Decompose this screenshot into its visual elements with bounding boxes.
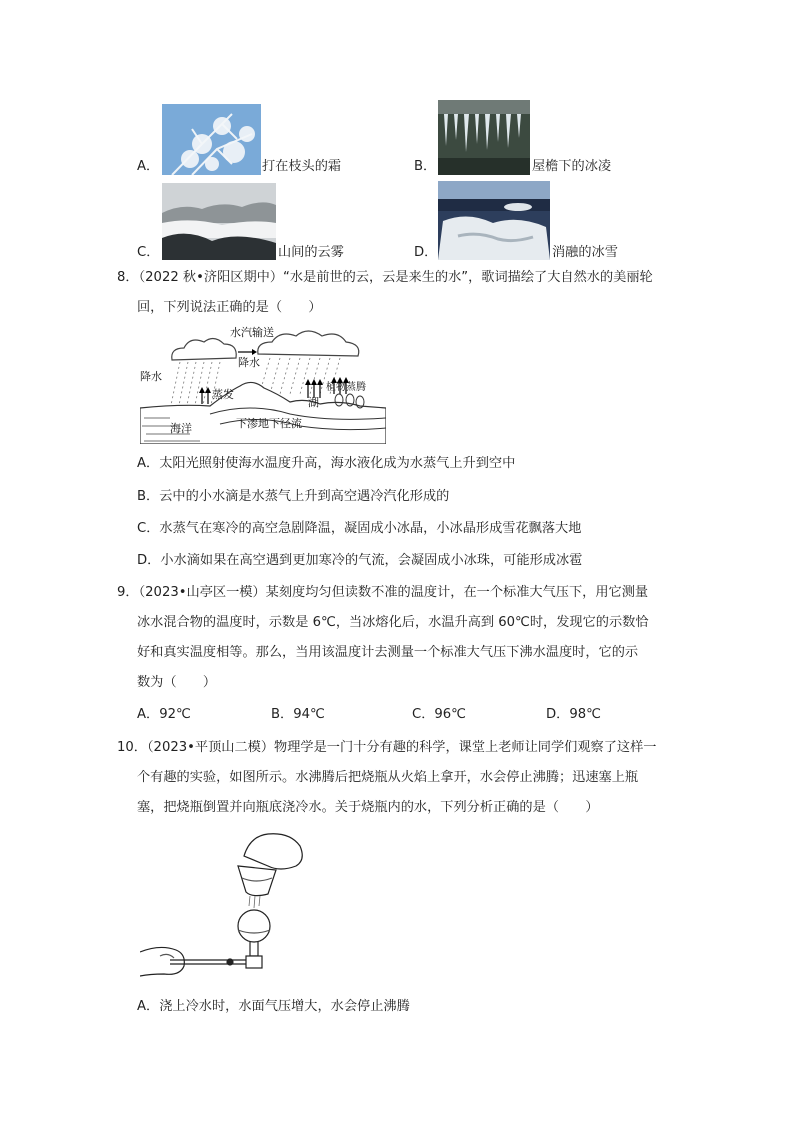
answer-option[interactable]: C．96℃ bbox=[412, 707, 466, 722]
question-stem-line: 10．（2023•平顶山二模）物理学是一门十分有趣的科学，课堂上老师让同学们观察了这样一 bbox=[117, 740, 657, 755]
question-stem-line: 个有趣的实验，如图所示。水沸腾后把烧瓶从火焰上拿开，水会停止沸腾；迅速塞上瓶 bbox=[137, 770, 639, 785]
flask-experiment-figure bbox=[140, 826, 312, 986]
option-letter: D． bbox=[414, 245, 438, 260]
option-caption: 打在枝头的霜 bbox=[262, 159, 342, 174]
question-stem-line: 冰水混合物的温度时，示数是 6℃，当冰熔化后，水温升高到 60℃时，发现它的示数恰 bbox=[137, 615, 649, 630]
option-caption: 山间的云雾 bbox=[278, 245, 344, 260]
frost-photo bbox=[162, 104, 261, 175]
cloud-left bbox=[172, 338, 237, 360]
answer-option[interactable]: D．小水滴如果在高空遇到更加寒冷的气流，会凝固成小冰珠，可能形成冰雹 bbox=[137, 553, 583, 568]
label-ocean: 海洋 bbox=[170, 422, 192, 435]
water-cycle-diagram bbox=[140, 322, 386, 444]
label-lake: 湖 bbox=[308, 396, 319, 409]
label-groundwater: 下渗地下径流 bbox=[236, 417, 302, 430]
melting-snow-photo bbox=[438, 181, 550, 260]
question-stem-line: 9．（2023•山亭区一模）某刻度均匀但读数不准的温度计，在一个标准大气压下，用它测量 bbox=[117, 585, 649, 600]
cloud-mist-photo bbox=[162, 183, 276, 260]
answer-option[interactable]: C．水蒸气在寒冷的高空急剧降温，凝固成小冰晶，小冰晶形成雪花飘落大地 bbox=[137, 521, 582, 536]
answer-option[interactable]: D．98℃ bbox=[546, 707, 601, 722]
option-letter: A． bbox=[137, 159, 160, 174]
label-evaporation: 蒸发 bbox=[212, 388, 234, 401]
question-stem-line: 数为（ ） bbox=[137, 675, 217, 690]
option-caption: 消融的冰雪 bbox=[552, 245, 618, 260]
option-letter: B． bbox=[414, 159, 437, 174]
option-caption: 屋檐下的冰凌 bbox=[532, 159, 612, 174]
flask-bulb bbox=[238, 910, 270, 942]
label-transport: 水汽输送 bbox=[230, 326, 274, 339]
question-stem-line: 回，下列说法正确的是（ ） bbox=[137, 300, 322, 315]
option-letter: C． bbox=[137, 245, 160, 260]
label-rain-left: 降水 bbox=[140, 370, 162, 383]
label-rain-right: 降水 bbox=[238, 356, 260, 369]
icicle-photo bbox=[438, 100, 530, 175]
answer-option[interactable]: B．94℃ bbox=[271, 707, 325, 722]
question-stem-line: 好和真实温度相等。那么，当用该温度计去测量一个标准大气压下沸水温度时，它的示 bbox=[137, 645, 639, 660]
holding-hand bbox=[140, 947, 184, 976]
flask-stopper bbox=[246, 956, 262, 968]
answer-option[interactable]: A．浇上冷水时，水面气压增大，水会停止沸腾 bbox=[137, 999, 410, 1014]
answer-option[interactable]: A．太阳光照射使海水温度升高，海水液化成为水蒸气上升到空中 bbox=[137, 456, 516, 471]
answer-option[interactable]: A．92℃ bbox=[137, 707, 191, 722]
pouring-hand bbox=[244, 834, 302, 869]
question-stem-line: 塞，把烧瓶倒置并向瓶底浇冷水。关于烧瓶内的水，下列分析正确的是（ ） bbox=[137, 800, 599, 815]
question-stem-line: 8．（2022 秋•济阳区期中）“水是前世的云，云是来生的水”，歌词描绘了大自然水的美丽轮 bbox=[117, 270, 653, 285]
answer-option[interactable]: B．云中的小水滴是水蒸气上升到高空遇冷汽化形成的 bbox=[137, 489, 450, 504]
label-plant-transpiration: 植物蒸腾 bbox=[326, 382, 366, 393]
